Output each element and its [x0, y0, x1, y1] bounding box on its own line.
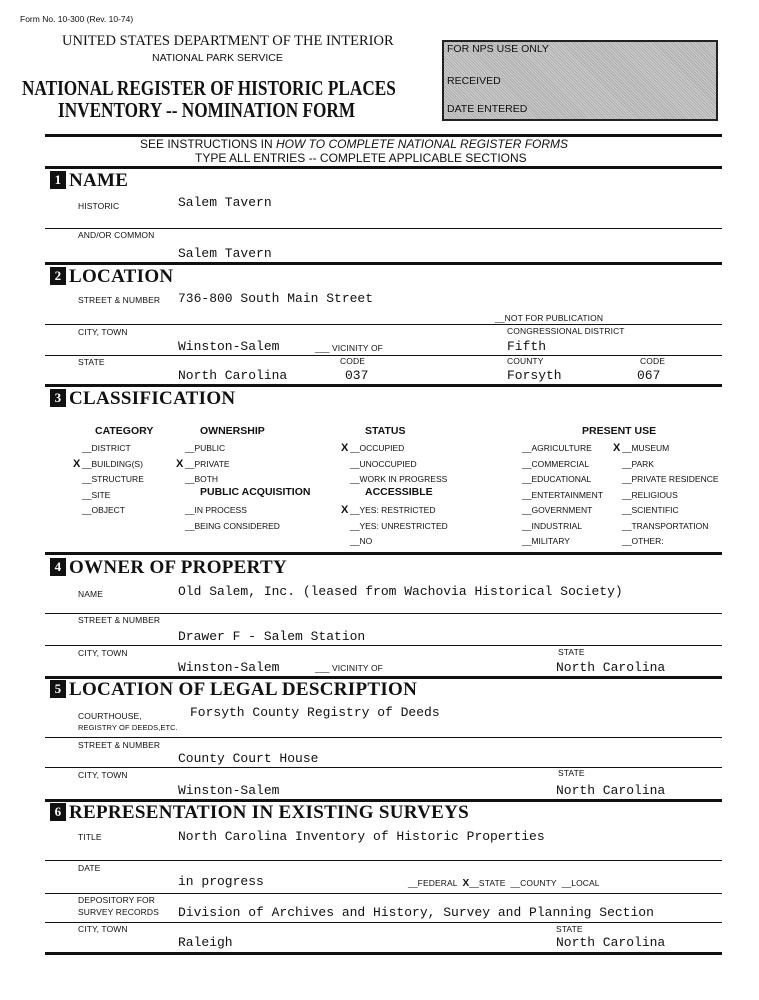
owner-city: Winston-Salem	[178, 660, 280, 675]
legal-street: County Court House	[178, 751, 319, 766]
date-label: DATE	[78, 863, 101, 873]
check-mark: X	[341, 442, 349, 454]
checkbox-option: __NO	[350, 536, 373, 546]
legal-state: North Carolina	[556, 783, 666, 798]
received-label: RECEIVED	[447, 75, 501, 87]
checkbox-option: __RELIGIOUS	[622, 490, 678, 500]
checkbox-option: __WORK IN PROGRESS	[350, 474, 448, 484]
state: North Carolina	[178, 368, 288, 383]
depository-label: DEPOSITORY FOR	[78, 895, 155, 905]
checkbox-option: __OCCUPIED	[350, 443, 405, 453]
survey-level: __FEDERAL X__STATE __COUNTY __LOCAL	[408, 878, 600, 889]
checkbox-option: __YES: UNRESTRICTED	[350, 521, 448, 531]
city-label: CITY, TOWN	[78, 924, 128, 934]
column-header: CATEGORY	[95, 425, 154, 437]
form-subtitle: INVENTORY -- NOMINATION FORM	[58, 98, 356, 122]
street-label: STREET & NUMBER	[78, 615, 161, 625]
street-label: STREET & NUMBER	[78, 740, 161, 750]
common-label: AND/OR COMMON	[78, 230, 155, 240]
section-4-heading: 4 OWNER OF PROPERTY	[50, 557, 287, 579]
survey-records-label: SURVEY RECORDS	[78, 907, 159, 917]
historic-name: Salem Tavern	[178, 195, 272, 210]
department: UNITED STATES DEPARTMENT OF THE INTERIOR	[62, 33, 394, 49]
vicinity: ___ VICINITY OF	[315, 343, 383, 353]
common-name: Salem Tavern	[178, 246, 272, 261]
checkbox-option: __INDUSTRIAL	[522, 521, 582, 531]
county-code: 067	[637, 368, 661, 383]
checkbox-option: __SITE	[82, 490, 111, 500]
checkbox-option: __OTHER:	[622, 536, 664, 546]
county: Forsyth	[507, 368, 562, 383]
code-label: CODE	[340, 356, 365, 366]
column-header: STATUS	[365, 425, 406, 437]
check-mark: X	[613, 442, 621, 454]
depository-state: North Carolina	[556, 935, 666, 950]
checkbox-option: __GOVERNMENT	[522, 505, 593, 515]
checkbox-option: __BEING CONSIDERED	[185, 521, 280, 531]
congressional-district: Fifth	[507, 339, 547, 354]
checkbox-option: __COMMERCIAL	[522, 459, 590, 469]
form-number: Form No. 10-300 (Rev. 10-74)	[20, 14, 134, 24]
check-mark: X	[176, 458, 184, 470]
county-code-label: CODE	[640, 356, 665, 366]
state-label: STATE	[558, 768, 585, 778]
checkbox-option: __PRIVATE	[185, 459, 230, 469]
state-label: STATE	[78, 357, 105, 367]
survey-title-label: TITLE	[78, 832, 102, 842]
owner-state: North Carolina	[556, 660, 666, 675]
state-code: 037	[345, 368, 369, 383]
county-label: COUNTY	[507, 356, 544, 366]
checkbox-option: __PARK	[622, 459, 654, 469]
column-header: OWNERSHIP	[200, 425, 265, 437]
checkbox-option: __MILITARY	[522, 536, 570, 546]
survey-date: in progress	[178, 874, 264, 889]
check-mark: X	[341, 504, 349, 516]
form-title: NATIONAL REGISTER OF HISTORIC PLACES	[22, 76, 396, 100]
checkbox-option: __STRUCTURE	[82, 474, 144, 484]
check-mark: X	[73, 458, 81, 470]
section-2-heading: 2 LOCATION	[50, 266, 173, 288]
city-label: CITY, TOWN	[78, 770, 128, 780]
state-label: STATE	[558, 647, 585, 657]
checkbox-option: __ENTERTAINMENT	[522, 490, 603, 500]
depository-city: Raleigh	[178, 935, 233, 950]
service: NATIONAL PARK SERVICE	[152, 52, 283, 64]
vicinity: ___ VICINITY OF	[315, 663, 383, 673]
historic-label: HISTORIC	[78, 201, 120, 211]
depository: Division of Archives and History, Survey and Planning Section	[178, 905, 654, 920]
instructions-line1: SEE INSTRUCTIONS IN HOW TO COMPLETE NATIONAL REGISTER FORMS	[140, 137, 569, 151]
street: 736-800 South Main Street	[178, 291, 374, 306]
checkbox-option: __OBJECT	[82, 505, 125, 515]
nps-title: FOR NPS USE ONLY	[447, 43, 549, 55]
instructions-line2: TYPE ALL ENTRIES -- COMPLETE APPLICABLE SECTIONS	[195, 151, 527, 165]
checkbox-option: __PRIVATE RESIDENCE	[622, 474, 719, 484]
date-entered-label: DATE ENTERED	[447, 103, 528, 115]
checkbox-option: __TRANSPORTATION	[622, 521, 709, 531]
city: Winston-Salem	[178, 339, 280, 354]
survey-title: North Carolina Inventory of Historic Properties	[178, 829, 545, 844]
street-label: STREET & NUMBER	[78, 295, 161, 305]
checkbox-option: __UNOCCUPIED	[350, 459, 417, 469]
owner-street: Drawer F - Salem Station	[178, 629, 366, 644]
checkbox-option: __SCIENTIFIC	[622, 505, 679, 515]
column-header: PRESENT USE	[582, 425, 657, 437]
column-subheader: ACCESSIBLE	[365, 486, 433, 498]
city-label: CITY, TOWN	[78, 648, 128, 658]
checkbox-option: __AGRICULTURE	[522, 443, 592, 453]
section-3-heading: 3 CLASSIFICATION	[50, 388, 235, 410]
checkbox-option: __YES: RESTRICTED	[350, 505, 436, 515]
legal-city: Winston-Salem	[178, 783, 280, 798]
checkbox-option: __IN PROCESS	[185, 505, 247, 515]
registry-label: REGISTRY OF DEEDS,ETC.	[78, 723, 178, 732]
state-label: STATE	[556, 924, 583, 934]
section-5-heading: 5 LOCATION OF LEGAL DESCRIPTION	[50, 679, 417, 701]
nps-use-box	[442, 40, 718, 121]
checkbox-option: __DISTRICT	[82, 443, 131, 453]
checkbox-option: __BOTH	[185, 474, 219, 484]
courthouse-label: COURTHOUSE,	[78, 711, 142, 721]
checkbox-option: __BUILDING(S)	[82, 459, 143, 469]
checkbox-option: __MUSEUM	[622, 443, 670, 453]
owner-name: Old Salem, Inc. (leased from Wachovia Historical Society)	[178, 584, 623, 599]
courthouse: Forsyth County Registry of Deeds	[190, 705, 440, 720]
not-for-publication: __NOT FOR PUBLICATION	[495, 313, 604, 323]
column-subheader: PUBLIC ACQUISITION	[200, 486, 311, 498]
checkbox-option: __EDUCATIONAL	[522, 474, 592, 484]
divider	[45, 166, 722, 169]
section-6-heading: 6 REPRESENTATION IN EXISTING SURVEYS	[50, 802, 469, 824]
checkbox-option: __PUBLIC	[185, 443, 226, 453]
congressional-district-label: CONGRESSIONAL DISTRICT	[507, 326, 625, 336]
section-1-heading: 1 NAME	[50, 170, 128, 192]
city-label: CITY, TOWN	[78, 327, 128, 337]
owner-name-label: NAME	[78, 589, 103, 599]
